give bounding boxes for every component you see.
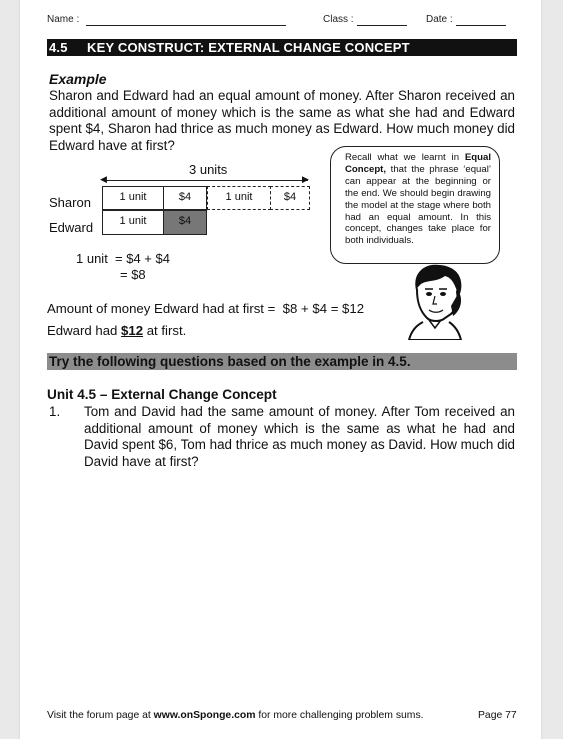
class-label: Class :: [323, 14, 354, 25]
try-banner-text: Try the following questions based on the example in 4.5.: [49, 354, 411, 369]
sharon-added-unit-bar: [207, 186, 271, 210]
sharon-label: Sharon: [49, 195, 91, 210]
date-label: Date :: [426, 14, 453, 25]
callout-text-2: that the phrase ‘equal’ can appear at the beginning or the end. We should begin drawing the model at the stage where both had an equal amount. In this concept, changes take place for both individuals.: [345, 163, 491, 247]
sharon-unit-label: 1 unit: [119, 191, 147, 203]
answer-line-2: [47, 323, 186, 338]
edward-unit-label: 1 unit: [119, 215, 147, 227]
answer-prefix: Edward had: [47, 323, 122, 338]
edward-spent-label: $4: [178, 215, 192, 227]
sharon-four-label: $4: [178, 191, 192, 203]
edward-spent-bar: [163, 210, 207, 235]
example-heading: Example: [49, 71, 107, 87]
sharon-added-four-label: $4: [283, 191, 297, 203]
footer-text: [47, 710, 424, 721]
name-blank: [86, 25, 286, 26]
name-label: Name :: [47, 14, 80, 25]
footer-site-link[interactable]: www.onSponge.com: [153, 710, 256, 721]
units-label: 3 units: [189, 162, 228, 177]
sharon-added-four-bar: [270, 186, 310, 210]
class-blank: [357, 25, 407, 26]
try-banner: [47, 353, 517, 370]
section-number: 4.5: [49, 40, 68, 55]
question-1-number: 1.: [49, 404, 61, 419]
callout-bubble: [330, 146, 500, 264]
answer-suffix: at first.: [143, 323, 187, 338]
answer-value: $12: [121, 323, 144, 338]
answer-line-1: Amount of money Edward had at first = $8 + $4 = $12: [47, 301, 365, 316]
footer-prefix: Visit the forum page at: [47, 710, 154, 721]
units-arrow: [103, 180, 308, 181]
section-title: KEY CONSTRUCT: EXTERNAL CHANGE CONCEPT: [87, 40, 410, 55]
working-line-2: = $8: [120, 267, 146, 282]
date-blank: [456, 25, 506, 26]
page-number: Page 77: [478, 710, 517, 721]
cartoon-person-icon: [405, 262, 465, 340]
callout-text-1: Recall what we learnt in: [345, 152, 465, 163]
footer-suffix: for more challenging problem sums.: [255, 710, 424, 721]
section-title-bar: [47, 39, 517, 56]
arrow-right-head: ▶: [302, 174, 309, 184]
callout-bold: Equal Concept,: [345, 152, 491, 175]
example-problem: Sharon and Edward had an equal amount of money. After Sharon received an additional amount of money which is the same as what she had and Edward spent $4, Sharon had thrice as much money as Edward. How much money did Edward have at first?: [49, 88, 515, 153]
sharon-four-bar: [163, 186, 207, 210]
edward-label: Edward: [49, 220, 94, 235]
working-line-1: 1 unit = $4 + $4: [76, 251, 170, 266]
sharon-unit-bar: [102, 186, 164, 210]
question-1-text: Tom and David had the same amount of money. After Tom received an additional amount of money which is the same as what he had and David spent $6, Tom had thrice as much money as David. How much did David have at first?: [84, 404, 515, 469]
arrow-left-head: ◀: [100, 174, 107, 184]
edward-unit-bar: [102, 210, 164, 235]
unit-heading: Unit 4.5 – External Change Concept: [47, 387, 277, 402]
sharon-added-unit-label: 1 unit: [225, 191, 253, 203]
